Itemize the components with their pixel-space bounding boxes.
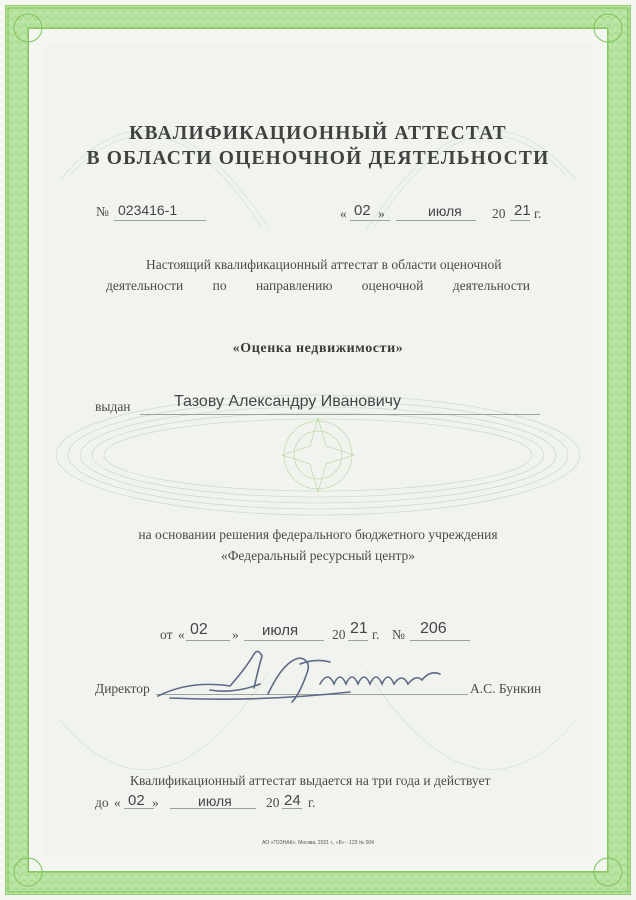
decision-month: июля — [262, 622, 299, 639]
decision-number: 206 — [420, 620, 447, 637]
number-underline — [114, 220, 206, 221]
validity-day: 02 — [128, 792, 145, 809]
direction-name: «Оценка недвижимости» — [232, 341, 404, 356]
certificate-number: 023416-1 — [118, 202, 178, 218]
date-year-abbr: г. — [534, 206, 542, 221]
decision-year-abbr: г. — [372, 627, 380, 642]
validity-month: июля — [198, 793, 232, 809]
month-underline — [396, 220, 476, 221]
validity-year-suffix: 24 — [284, 792, 301, 809]
issued-label: выдан — [95, 399, 131, 414]
day-underline — [350, 220, 390, 221]
number-label: № — [96, 204, 109, 219]
decision-from-label: от — [160, 627, 173, 642]
validity-quote-close: » — [152, 795, 159, 810]
validity-month-underline — [170, 808, 256, 809]
decision-number-label: № — [392, 627, 405, 642]
decision-quote-open: « — [178, 627, 185, 642]
year-underline — [510, 220, 530, 221]
decision-year-prefix: 20 — [332, 627, 346, 642]
decision-day: 02 — [190, 621, 208, 638]
validity-year-abbr: г. — [308, 795, 316, 810]
date-year-suffix: 21 — [514, 202, 531, 219]
decision-year-suffix: 21 — [350, 620, 368, 637]
printer-imprint: АО «ГОЗНАК», Москва, 2021 г., «Б» - 123 № 004 — [262, 840, 374, 846]
date-quote-close: » — [378, 206, 385, 221]
director-label: Директор — [95, 681, 150, 696]
date-day: 02 — [354, 202, 371, 219]
intro-line-1: Настоящий квалификационный аттестат в области оценочной — [146, 257, 502, 272]
validity-quote-open: « — [114, 795, 121, 810]
decision-quote-close: » — [232, 627, 239, 642]
validity-line-1: Квалификационный аттестат выдается на три года и действует — [130, 773, 491, 788]
director-signature — [150, 640, 470, 720]
date-month: июля — [428, 203, 462, 219]
validity-day-underline — [124, 808, 154, 809]
title-line-1: КВАЛИФИКАЦИОННЫЙ АТТЕСТАТ — [129, 123, 507, 144]
date-quote-open: « — [340, 206, 347, 221]
date-year-prefix: 20 — [492, 206, 506, 221]
director-name: А.С. Бункин — [470, 681, 542, 696]
validity-year-underline — [282, 808, 302, 809]
validity-year-prefix: 20 — [266, 795, 280, 810]
recipient-underline — [140, 414, 540, 415]
title-line-2: В ОБЛАСТИ ОЦЕНОЧНОЙ ДЕЯТЕЛЬНОСТИ — [86, 148, 550, 169]
recipient-name: Тазову Александру Ивановичу — [174, 393, 401, 410]
intro-line-2: деятельности по направлению оценочной деятельности — [106, 278, 530, 293]
basis-line-1: на основании решения федерального бюджетного учреждения — [138, 527, 498, 542]
validity-until-label: до — [95, 795, 109, 810]
basis-line-2: «Федеральный ресурсный центр» — [220, 548, 416, 563]
